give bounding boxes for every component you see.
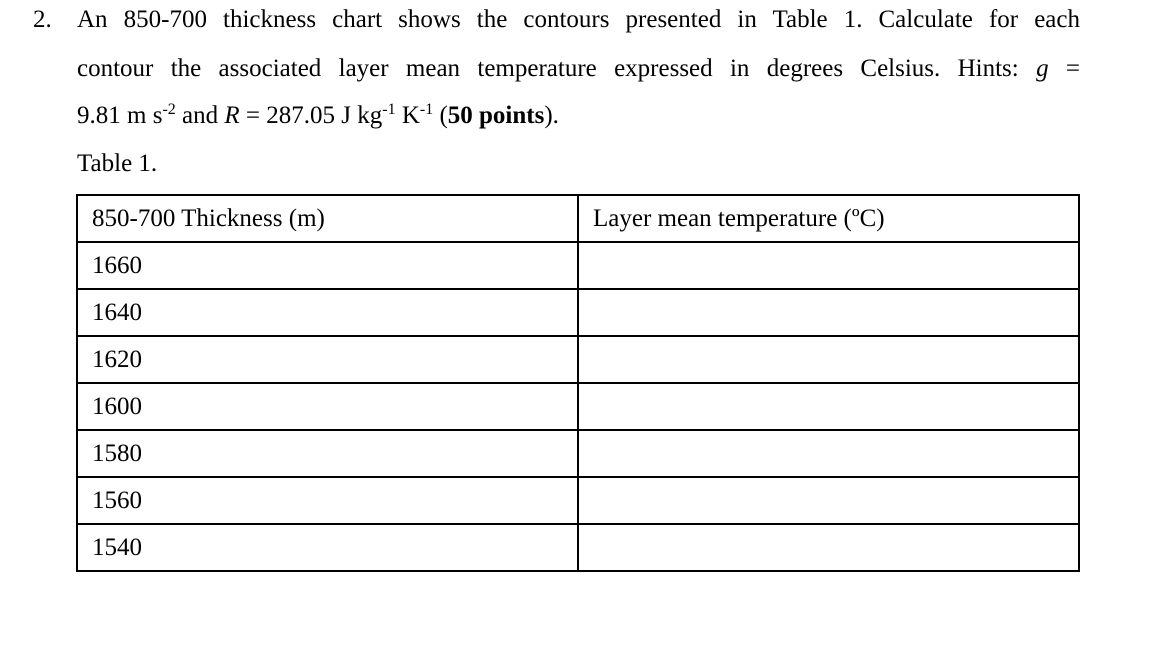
question-number: 2. [33, 6, 52, 33]
question-line-1: An 850-700 thickness chart shows the contours presented in Table 1. Calculate for each [77, 6, 1080, 33]
temperature-cell[interactable] [578, 477, 1079, 524]
table-row [77, 524, 1079, 571]
temperature-cell[interactable] [578, 383, 1079, 430]
equals-sign: = [1065, 55, 1080, 82]
table-row [77, 289, 1079, 336]
table-row [77, 383, 1079, 430]
temperature-cell[interactable] [578, 524, 1079, 571]
temperature-cell[interactable] [578, 336, 1079, 383]
table-row [77, 242, 1079, 289]
thickness-cell: 1620 [77, 336, 578, 383]
thickness-cell: 1640 [77, 289, 578, 336]
open-paren: ( [433, 102, 448, 129]
kelvin-exponent: -1 [419, 101, 434, 118]
thickness-cell: 1540 [77, 524, 578, 571]
temperature-cell[interactable] [578, 289, 1079, 336]
kg-exponent: -1 [382, 101, 396, 118]
variable-R: R [224, 102, 240, 129]
question-line-2-text: contour the associated layer mean temperature expressed in degrees Celsius. Hints: [77, 55, 1019, 82]
table-row [77, 430, 1079, 477]
header-temperature: Layer mean temperature (ºC) [578, 195, 1079, 242]
question-line-3 [77, 99, 559, 133]
question-line-2 [77, 52, 1080, 86]
thickness-cell: 1580 [77, 430, 578, 477]
header-thickness: 850-700 Thickness (m) [77, 195, 578, 242]
temperature-cell[interactable] [578, 242, 1079, 289]
table-row [77, 336, 1079, 383]
g-exponent: -2 [162, 101, 176, 118]
thickness-temperature-table [76, 194, 1080, 572]
table-row [77, 477, 1079, 524]
temperature-cell[interactable] [578, 430, 1079, 477]
and-text: and [175, 102, 225, 129]
R-value: = 287.05 J kg [239, 102, 383, 129]
points-label: 50 points [447, 102, 545, 129]
thickness-cell: 1660 [77, 242, 578, 289]
close-paren: ). [544, 102, 559, 129]
variable-g: g [1036, 55, 1049, 82]
table-header-row [77, 195, 1079, 242]
kelvin-unit: K [395, 102, 420, 129]
thickness-cell: 1600 [77, 383, 578, 430]
table-caption: Table 1. [77, 150, 158, 177]
thickness-cell: 1560 [77, 477, 578, 524]
g-value: 9.81 m s [77, 102, 163, 129]
